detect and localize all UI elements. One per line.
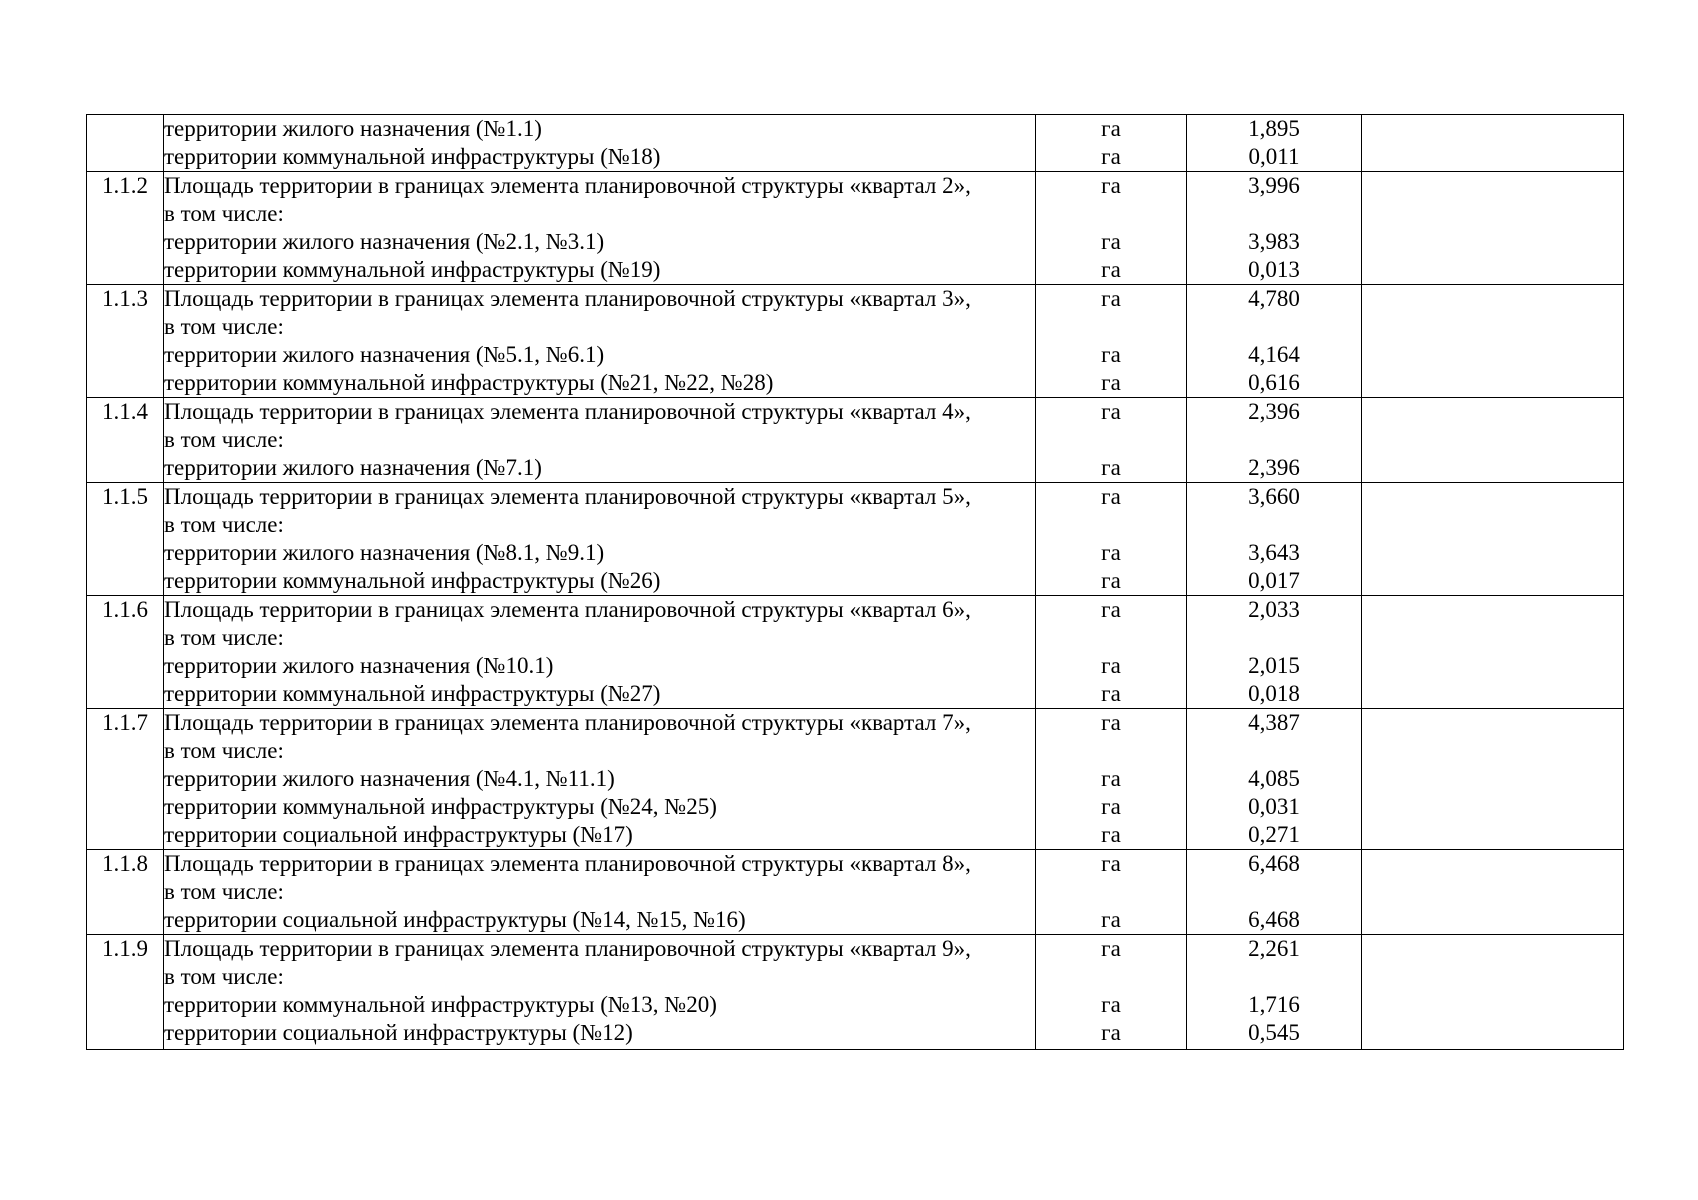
value-cell [1187,850,1362,935]
value-text: 2,015 [1248,653,1300,678]
table-row [87,398,1624,483]
row-number: 1.1.6 [102,597,148,622]
empty-cell [1362,172,1624,285]
unit-cell [1036,596,1187,709]
value-text: 1,716 [1248,992,1300,1017]
value-text: 2,396 [1248,399,1300,424]
unit-text: га [1101,1020,1121,1045]
value-text: 0,031 [1248,794,1300,819]
description-line: территории жилого назначения (№1.1) [164,116,542,141]
table-row [87,115,1624,172]
unit-text: га [1101,681,1121,706]
unit-text: га [1101,653,1121,678]
value-text [1187,878,1361,906]
description-line: территории жилого назначения (№5.1, №6.1) [164,342,605,367]
table-body [87,115,1624,1050]
description-line: Площадь территории в границах элемента планировочной структуры «квартал 2», [164,173,971,198]
description-cell [164,115,1036,172]
description-line: территории социальной инфраструктуры (№14, №15, №16) [164,907,746,932]
unit-text: га [1101,257,1121,282]
value-text: 0,018 [1248,681,1300,706]
description-line: в том числе: [164,314,284,339]
row-number-cell [87,172,164,285]
unit-cell [1036,935,1187,1050]
value-text: 0,271 [1248,822,1300,847]
description-line: Площадь территории в границах элемента планировочной структуры «квартал 9», [164,936,971,961]
value-text: 3,983 [1248,229,1300,254]
unit-text [1036,200,1186,228]
description-cell [164,172,1036,285]
unit-text [1036,313,1186,341]
value-text: 0,011 [1248,144,1300,169]
unit-text [1036,426,1186,454]
value-text [1187,200,1361,228]
value-cell [1187,483,1362,596]
description-cell [164,935,1036,1050]
value-text: 3,643 [1248,540,1300,565]
value-text [1187,426,1361,454]
empty-cell [1362,596,1624,709]
value-cell [1187,172,1362,285]
value-text: 2,033 [1248,597,1300,622]
unit-text: га [1101,455,1121,480]
empty-cell [1362,483,1624,596]
row-number-cell [87,709,164,850]
row-number: 1.1.4 [102,399,148,424]
unit-text [1036,963,1186,991]
row-number: 1.1.9 [102,936,148,961]
value-text: 1,895 [1248,116,1300,141]
unit-text: га [1101,370,1121,395]
unit-text: га [1101,144,1121,169]
description-line: территории коммунальной инфраструктуры (№13, №20) [164,992,717,1017]
unit-cell [1036,850,1187,935]
value-cell [1187,115,1362,172]
description-line: Площадь территории в границах элемента планировочной структуры «квартал 3», [164,286,971,311]
unit-text: га [1101,907,1121,932]
description-cell [164,285,1036,398]
value-text: 0,616 [1248,370,1300,395]
table-row [87,172,1624,285]
unit-text: га [1101,399,1121,424]
unit-text: га [1101,794,1121,819]
row-number: 1.1.8 [102,851,148,876]
unit-cell [1036,483,1187,596]
value-cell [1187,596,1362,709]
value-text: 3,996 [1248,173,1300,198]
description-line: территории коммунальной инфраструктуры (№18) [164,144,661,169]
value-text: 6,468 [1248,851,1300,876]
unit-text [1036,624,1186,652]
unit-text: га [1101,710,1121,735]
description-line: территории коммунальной инфраструктуры (№26) [164,568,661,593]
row-number-cell [87,935,164,1050]
value-text: 2,396 [1248,455,1300,480]
description-line: в том числе: [164,964,284,989]
description-line: Площадь территории в границах элемента планировочной структуры «квартал 5», [164,484,971,509]
description-line: Площадь территории в границах элемента планировочной структуры «квартал 7», [164,710,971,735]
value-text: 4,780 [1248,286,1300,311]
unit-text: га [1101,992,1121,1017]
unit-cell [1036,115,1187,172]
row-number [87,115,163,143]
unit-text: га [1101,568,1121,593]
row-number-cell [87,285,164,398]
value-text [1187,963,1361,991]
empty-cell [1362,285,1624,398]
description-line: территории жилого назначения (№2.1, №3.1) [164,229,605,254]
empty-cell [1362,850,1624,935]
unit-cell [1036,709,1187,850]
value-text: 0,545 [1248,1020,1300,1045]
table-row [87,285,1624,398]
unit-text: га [1101,936,1121,961]
description-line: в том числе: [164,738,284,763]
description-cell [164,850,1036,935]
indicators-table [86,114,1624,1050]
value-text [1187,624,1361,652]
unit-text: га [1101,540,1121,565]
value-text: 0,013 [1248,257,1300,282]
unit-text: га [1101,484,1121,509]
unit-text: га [1101,229,1121,254]
row-number-cell [87,850,164,935]
description-line: Площадь территории в границах элемента планировочной структуры «квартал 4», [164,399,971,424]
unit-text: га [1101,286,1121,311]
unit-text: га [1101,766,1121,791]
value-text: 6,468 [1248,907,1300,932]
unit-text [1036,737,1186,765]
description-line: в том числе: [164,512,284,537]
value-text: 4,164 [1248,342,1300,367]
description-line: в том числе: [164,625,284,650]
value-text: 4,387 [1248,710,1300,735]
description-line: территории коммунальной инфраструктуры (№21, №22, №28) [164,370,774,395]
description-line: территории жилого назначения (№4.1, №11.1) [164,766,615,791]
value-text [1187,511,1361,539]
description-line: территории социальной инфраструктуры (№12) [164,1020,633,1045]
unit-text: га [1101,822,1121,847]
unit-text: га [1101,342,1121,367]
table-row [87,850,1624,935]
description-line: Площадь территории в границах элемента планировочной структуры «квартал 8», [164,851,971,876]
row-number-cell [87,398,164,483]
unit-cell [1036,285,1187,398]
value-cell [1187,398,1362,483]
value-text: 3,660 [1248,484,1300,509]
table-row [87,483,1624,596]
unit-text [1036,511,1186,539]
empty-cell [1362,115,1624,172]
value-text [1187,737,1361,765]
value-text: 4,085 [1248,766,1300,791]
row-number: 1.1.5 [102,484,148,509]
unit-text: га [1101,851,1121,876]
description-line: территории коммунальной инфраструктуры (№27) [164,681,661,706]
table-row [87,935,1624,1050]
unit-text: га [1101,173,1121,198]
description-line: Площадь территории в границах элемента планировочной структуры «квартал 6», [164,597,971,622]
table-row [87,596,1624,709]
description-cell [164,596,1036,709]
unit-text: га [1101,116,1121,141]
description-line: территории жилого назначения (№7.1) [164,455,542,480]
value-cell [1187,709,1362,850]
row-number-cell [87,483,164,596]
unit-text: га [1101,597,1121,622]
description-line: в том числе: [164,201,284,226]
empty-cell [1362,709,1624,850]
unit-cell [1036,172,1187,285]
row-number-cell [87,596,164,709]
row-number-cell [87,115,164,172]
empty-cell [1362,398,1624,483]
description-line: территории коммунальной инфраструктуры (№24, №25) [164,794,717,819]
unit-text [1036,878,1186,906]
description-cell [164,483,1036,596]
value-cell [1187,935,1362,1050]
description-line: в том числе: [164,879,284,904]
unit-cell [1036,398,1187,483]
description-cell [164,709,1036,850]
row-number: 1.1.2 [102,173,148,198]
description-cell [164,398,1036,483]
empty-cell [1362,935,1624,1050]
row-number: 1.1.3 [102,286,148,311]
value-text: 0,017 [1248,568,1300,593]
description-line: территории коммунальной инфраструктуры (№19) [164,257,661,282]
value-cell [1187,285,1362,398]
description-line: в том числе: [164,427,284,452]
description-line: территории жилого назначения (№8.1, №9.1) [164,540,605,565]
row-number: 1.1.7 [102,710,148,735]
value-text [1187,313,1361,341]
table-row [87,709,1624,850]
description-line: территории жилого назначения (№10.1) [164,653,554,678]
description-line: территории социальной инфраструктуры (№17) [164,822,633,847]
value-text: 2,261 [1248,936,1300,961]
